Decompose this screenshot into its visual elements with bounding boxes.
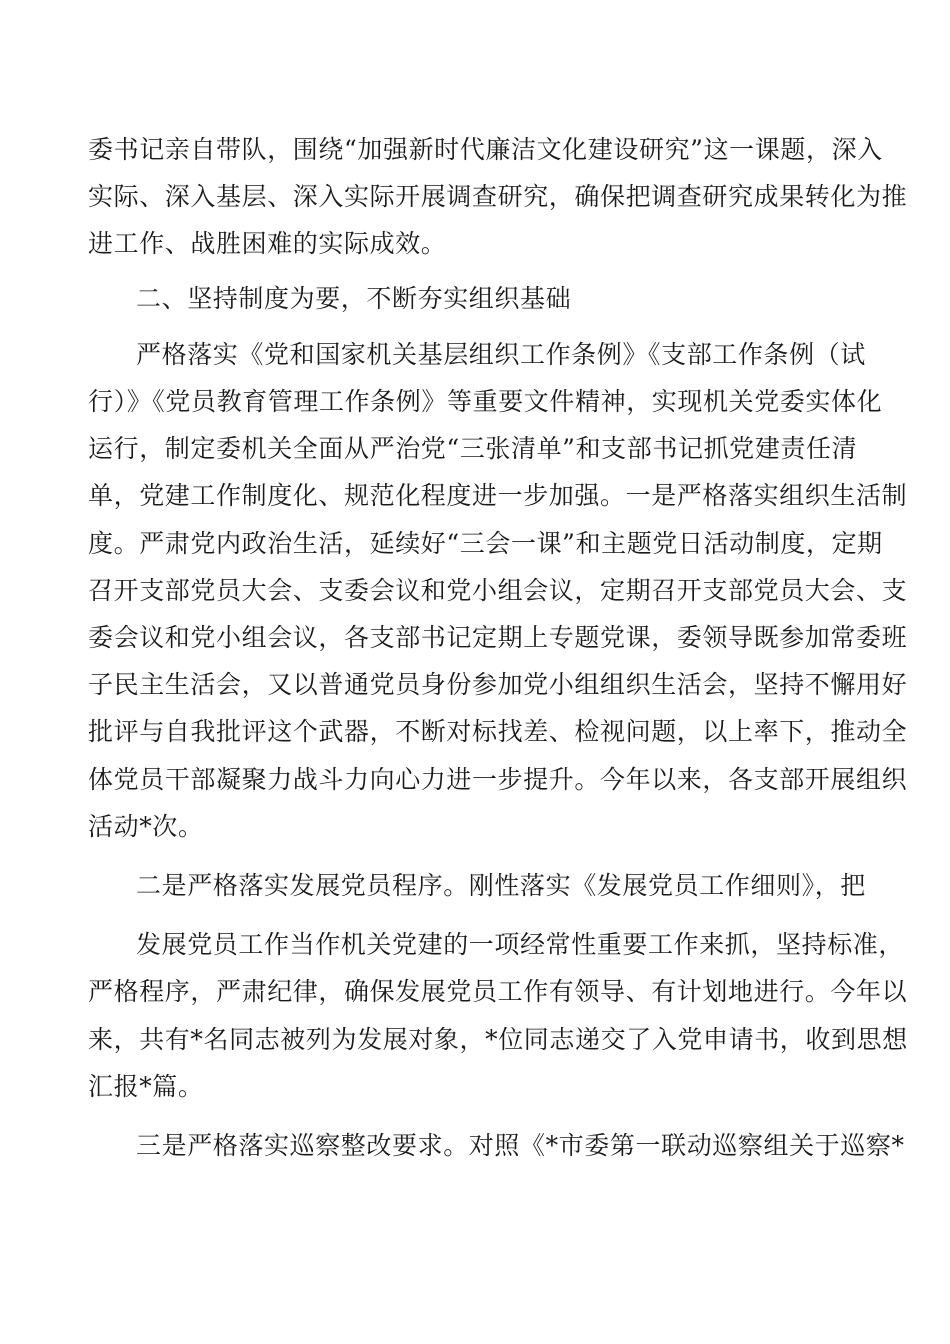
text-line: 来，共有*名同志被列为发展对象，*位同志递交了入党申请书，收到思想	[88, 1024, 908, 1054]
text-line: 子民主生活会，又以普通党员身份参加党小组组织生活会，坚持不懈用好	[88, 670, 908, 700]
text-line: 活动*次。	[88, 811, 204, 841]
text-line: 批评与自我批评这个武器，不断对标找差、检视问题，以上率下，推动全	[88, 717, 908, 747]
paragraph-4	[88, 862, 866, 909]
text-line: 召开支部党员大会、支委会议和党小组会议，定期召开支部党员大会、支	[88, 575, 908, 605]
paragraph-6	[88, 1122, 905, 1169]
text-line: 进工作、战胜困难的实际成效。	[88, 229, 447, 259]
paragraph-3	[88, 331, 908, 850]
text-line: 汇报*篇。	[88, 1071, 204, 1101]
document-body	[88, 126, 908, 1169]
text-line: 实际、深入基层、深入实际开展调查研究，确保把调查研究成果转化为推	[88, 182, 908, 212]
paragraph-1	[88, 126, 908, 268]
section-heading	[88, 275, 863, 322]
text-line: 三是严格落实巡察整改要求。对照《*市委第一联动巡察组关于巡察*	[136, 1131, 905, 1161]
text-line: 委会议和党小组会议，各支部书记定期上专题党课，委领导既参加常委班	[88, 623, 908, 653]
text-line: 发展党员工作当作机关党建的一项经常性重要工作来抓，坚持标准，	[136, 930, 905, 960]
text-line: 二是严格落实发展党员程序。刚性落实《发展党员工作细则》，把	[136, 871, 866, 901]
section-heading-text: 二、坚持制度为要，不断夯实组织基础	[136, 283, 572, 313]
text-line: 度。严肃党内政治生活，延续好“三会一课”和主题党日活动制度，定期	[88, 528, 883, 558]
text-line: 行）》《党员教育管理工作条例》等重要文件精神，实现机关党委实体化	[88, 387, 883, 417]
text-line: 体党员干部凝聚力战斗力向心力进一步提升。今年以来，各支部开展组织	[88, 764, 908, 794]
text-line: 严格落实《党和国家机关基层组织工作条例》《支部工作条例（试	[136, 339, 866, 369]
text-line: 委书记亲自带队，围绕“加强新时代廉洁文化建设研究”这一课题，深入	[88, 135, 883, 164]
text-line: 运行，制定委机关全面从严治党“三张清单”和支部书记抓党建责任清	[88, 434, 858, 464]
paragraph-5	[88, 921, 908, 1110]
text-line: 单，党建工作制度化、规范化程度进一步加强。一是严格落实组织生活制	[88, 481, 908, 511]
text-line: 严格程序，严肃纪律，确保发展党员工作有领导、有计划地进行。今年以	[88, 977, 908, 1007]
